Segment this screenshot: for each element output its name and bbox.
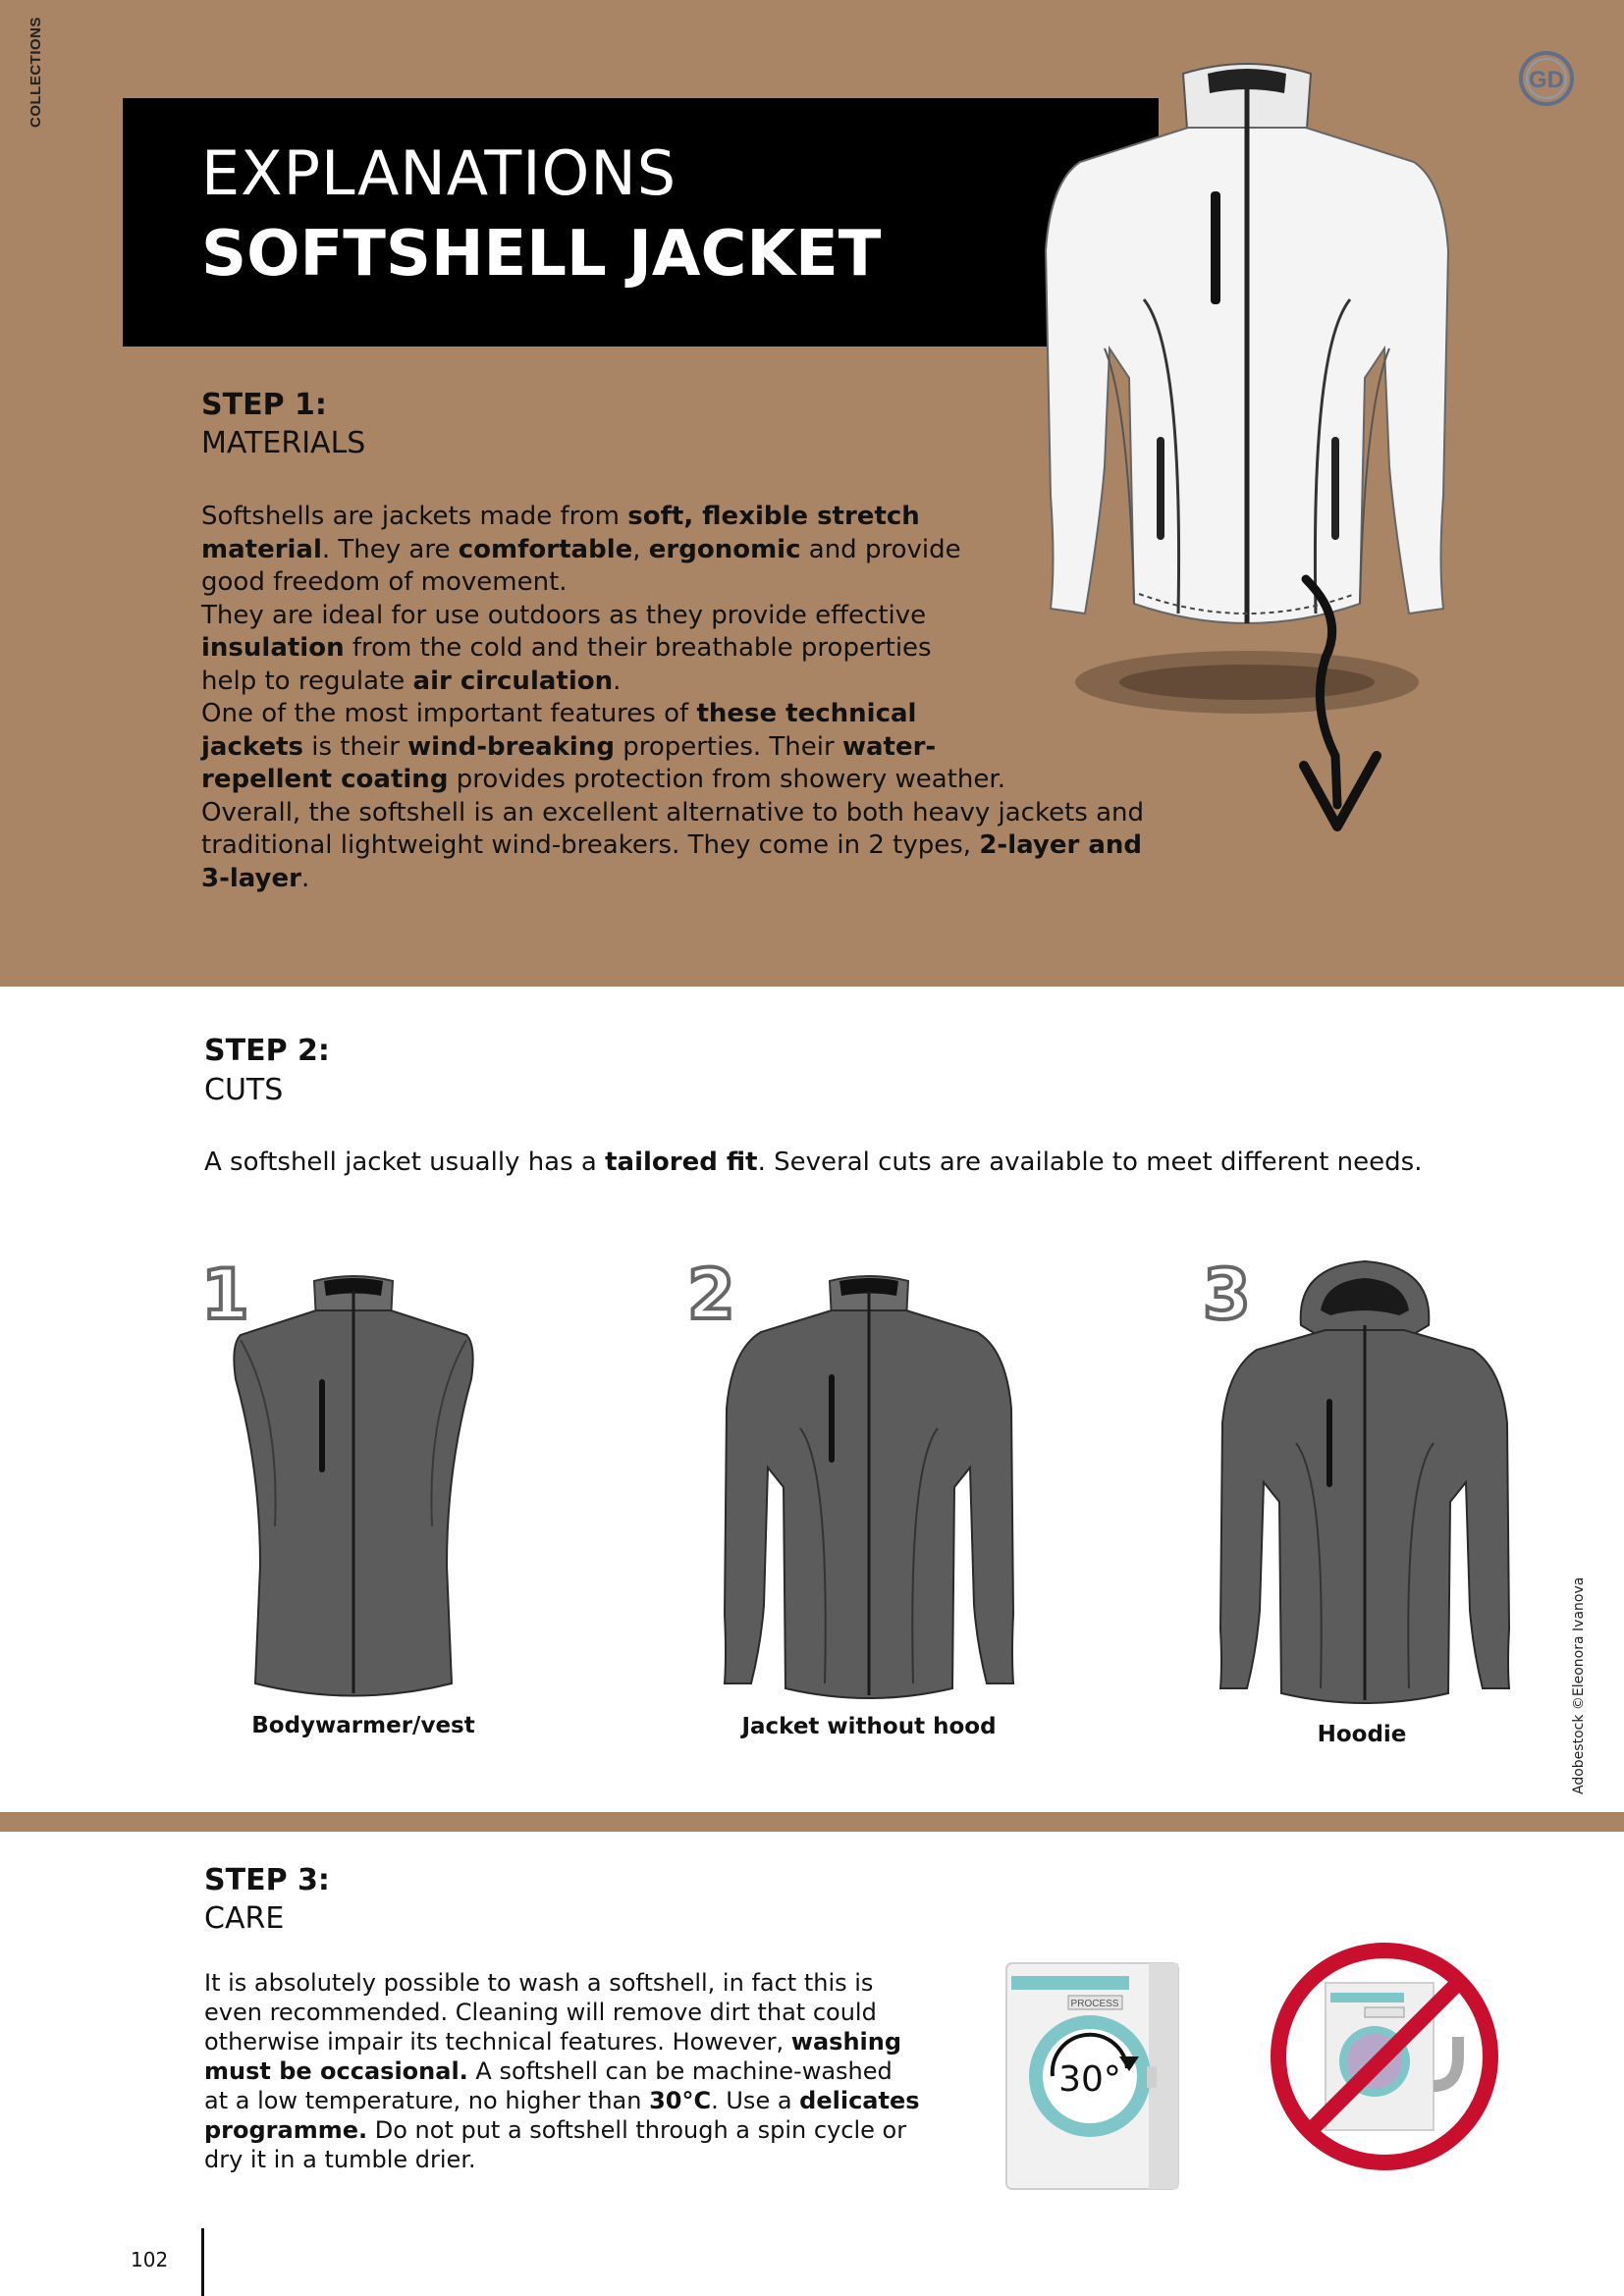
title-line-1: EXPLANATIONS — [201, 137, 677, 209]
text-run: properties. Their — [614, 731, 842, 762]
text-run: is their — [303, 731, 408, 762]
text-run: even recommended. Cleaning will remove dirt that could — [204, 1999, 877, 2026]
cut-number-1: 1 — [201, 1255, 249, 1335]
paragraph-line — [204, 2115, 970, 2145]
paragraph-line — [204, 2086, 970, 2115]
text-run: . — [613, 666, 622, 696]
paragraph-line — [204, 1147, 1579, 1180]
text-run: traditional lightweight wind-breakers. They come in 2 types, — [201, 830, 980, 860]
washing-machine-30-icon — [1001, 1958, 1188, 2194]
text-run: They are ideal for use outdoors as they provide effective — [201, 600, 927, 630]
step1-heading: STEP 1: — [201, 388, 327, 422]
bold-text: repellent coating — [201, 765, 449, 794]
text-run: from the cold and their breathable properties — [344, 633, 932, 663]
bold-text: must be occasional. — [204, 2057, 468, 2085]
text-run: A softshell jacket usually has a — [204, 1148, 606, 1177]
text-run: . They are — [321, 534, 459, 564]
bold-text: programme. — [204, 2116, 368, 2144]
step3-paragraph — [204, 1968, 970, 2174]
paragraph-line — [201, 698, 1281, 731]
bold-text: ergonomic — [648, 534, 801, 564]
text-run: Softshells are jackets made from — [201, 502, 628, 531]
bold-text: delicates — [799, 2087, 920, 2114]
text-run: . Use a — [711, 2087, 800, 2114]
paragraph-line — [201, 632, 1281, 666]
hoodie-illustration — [1203, 1256, 1527, 1708]
cut-label-3: Hoodie — [1317, 1722, 1407, 1747]
paragraph-line — [204, 1968, 970, 1998]
bold-text: 3-layer — [201, 863, 301, 893]
step2-subheading: CUTS — [204, 1073, 284, 1107]
bold-text: air circulation — [412, 666, 614, 696]
side-section-label: COLLECTIONS — [27, 17, 44, 128]
bold-text: tailored fit — [605, 1148, 758, 1177]
bold-text: comfortable — [458, 534, 633, 564]
text-run: at a low temperature, no higher than — [204, 2087, 650, 2114]
paragraph-line — [201, 764, 1281, 797]
hand-drawn-down-arrow-icon — [1286, 569, 1394, 844]
no-tumble-drier-icon — [1267, 1939, 1502, 2174]
paragraph-line — [204, 2027, 970, 2056]
bold-text: jackets — [201, 731, 303, 762]
jacket-without-hood-illustration — [707, 1271, 1031, 1703]
step1-subheading: MATERIALS — [201, 426, 366, 460]
text-run: dry it in a tumble drier. — [204, 2146, 476, 2173]
bodywarmer-vest-illustration — [226, 1271, 481, 1703]
bold-text: 2-layer and — [979, 830, 1143, 860]
bold-text: material — [201, 534, 322, 564]
paragraph-line — [201, 797, 1281, 830]
page-number: 102 — [131, 2248, 169, 2271]
cut-number-2: 2 — [687, 1255, 735, 1335]
washer-panel-label: PROCESS — [1070, 1999, 1119, 2009]
paragraph-line — [201, 666, 1281, 699]
bold-text: these technical — [696, 699, 917, 728]
text-run: and provide — [800, 534, 961, 564]
text-run: . — [300, 863, 310, 893]
paragraph-line — [201, 600, 1281, 633]
cut-label-1: Bodywarmer/vest — [251, 1713, 475, 1738]
bold-text: soft, flexible stretch — [627, 502, 920, 531]
text-run: good freedom of movement. — [201, 567, 568, 597]
text-run: Do not put a softshell through a spin cycle or — [367, 2116, 907, 2144]
paragraph-line — [201, 829, 1281, 863]
washer-temp-label: 30° — [1058, 2059, 1121, 2100]
bold-text: wind-breaking — [407, 731, 615, 762]
text-run: Overall, the softshell is an excellent alternative to both heavy jackets and — [201, 797, 1145, 828]
bold-text: 30°C — [649, 2087, 712, 2114]
cut-label-2: Jacket without hood — [741, 1714, 997, 1739]
text-run: It is absolutely possible to wash a softshell, in fact this is — [204, 1969, 874, 1997]
title-line-2: SOFTSHELL JACKET — [201, 218, 882, 291]
paragraph-line — [204, 2145, 970, 2174]
paragraph-line — [204, 2056, 970, 2086]
paragraph-line — [201, 863, 1281, 896]
photo-credit: Adobestock ©Eleonora Ivanova — [1571, 1576, 1587, 1794]
text-run: A softshell can be machine-washed — [467, 2057, 893, 2085]
text-run: One of the most important features of — [201, 699, 697, 728]
paragraph-line — [204, 1998, 970, 2027]
step2-paragraph — [204, 1147, 1579, 1180]
step3-subheading: CARE — [204, 1901, 285, 1936]
step3-heading: STEP 3: — [204, 1863, 330, 1897]
text-run: help to regulate — [201, 666, 413, 696]
paragraph-line — [201, 534, 1281, 567]
cut-number-3: 3 — [1203, 1255, 1251, 1335]
text-run: otherwise impair its technical features. However, — [204, 2028, 791, 2056]
gd-logo — [1514, 49, 1579, 108]
section-divider-band — [0, 1812, 1624, 1832]
text-run: . Several cuts are available to meet different needs. — [757, 1148, 1423, 1177]
logo-text: GD — [1529, 67, 1564, 93]
bold-text: washing — [790, 2028, 902, 2056]
text-run: , — [632, 534, 649, 564]
bold-text: water- — [841, 731, 937, 762]
paragraph-line — [201, 566, 1281, 600]
page-number-rule — [201, 2228, 204, 2296]
paragraph-line — [201, 501, 1281, 534]
step1-paragraph — [201, 501, 1281, 895]
step2-heading: STEP 2: — [204, 1034, 330, 1068]
bold-text: insulation — [201, 633, 345, 663]
text-run: provides protection from showery weather. — [448, 765, 1005, 794]
paragraph-line — [201, 731, 1281, 765]
